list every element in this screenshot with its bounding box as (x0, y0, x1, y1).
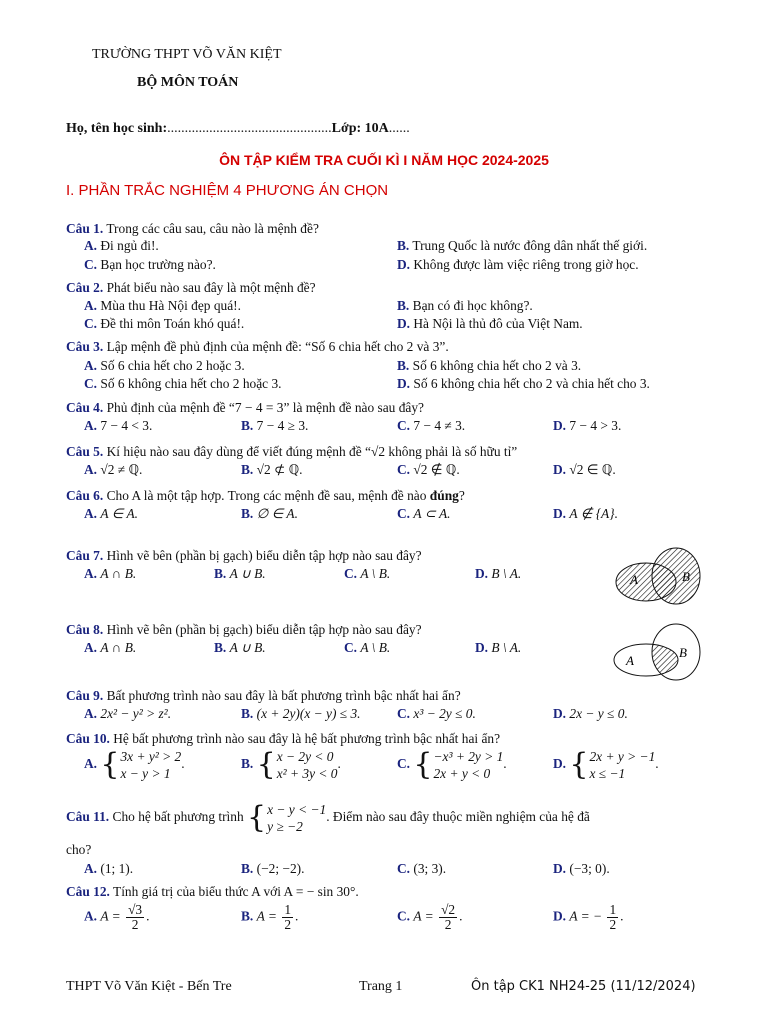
q1-option-c: C. Bạn học trường nào?. (84, 257, 216, 272)
venn-diagram-intersection (608, 622, 708, 682)
q9-option-b: B. (x + 2y)(x − y) ≤ 3. (241, 706, 361, 721)
q2-option-a: A. Mùa thu Hà Nội đẹp quá!. (84, 298, 241, 313)
q12-option-c: C. A = $\frac{√2}{2}$ . (397, 902, 463, 932)
q10-option-d: D. { 2x + y > −1 x ≤ −1 . (553, 747, 659, 782)
question-number: Câu 1. (66, 221, 104, 236)
venn-diagram-union (608, 544, 708, 612)
q4-option-d: D. 7 − 4 > 3. (553, 418, 622, 433)
question-11-stem: Câu 11. Cho hệ bất phương trình { x − y < −1 y ≥ −2 . Điểm nào sau đây thuộc miền nghiệm của hệ đã (66, 800, 590, 835)
q11-option-b: B. (−2; −2). (241, 861, 305, 876)
q2-option-c: C. Đề thi môn Toán khó quá!. (84, 316, 245, 331)
q7-option-c: C. A \ B. (344, 566, 391, 581)
q3-option-c: C. Số 6 không chia hết cho 2 hoặc 3. (84, 376, 282, 391)
question-4-stem: Câu 4. Phủ định của mệnh đề “7 − 4 = 3” là mệnh đề nào sau đây? (66, 400, 424, 415)
question-2-stem: Câu 2. Phát biểu nào sau đây là một mệnh đề? (66, 280, 316, 295)
student-info-line (66, 121, 410, 137)
q3-option-b: B. Số 6 không chia hết cho 2 và 3. (397, 358, 582, 373)
q7-option-d: D. B \ A. (475, 566, 522, 581)
question-text: Trong các câu sau, câu nào là mệnh đề? (106, 221, 319, 236)
set-b-label: B (679, 645, 687, 660)
set-b-label: B (682, 569, 690, 584)
q1-option-a: A. Đi ngủ đi!. (84, 238, 159, 253)
q7-option-a: A. A ∩ B. (84, 566, 137, 581)
q7-option-b: B. A ∪ B. (214, 566, 266, 581)
q6-option-b: B. ∅ ∈ A. (241, 506, 298, 521)
department-name: BỘ MÔN TOÁN (137, 75, 239, 90)
q10-option-b: B. { x − 2y < 0 x² + 3y < 0 . (241, 747, 341, 782)
section-heading: I. PHẦN TRẮC NGHIỆM 4 PHƯƠNG ÁN CHỌN (66, 182, 389, 199)
q5-option-c: C. √2 ∉ ℚ. (397, 462, 460, 477)
student-dots: ............................................... (167, 121, 332, 136)
q10-option-c: C. { −x³ + 2y > 1 2x + y < 0 . (397, 747, 507, 782)
q6-option-d: D. A ∉ {A}. (553, 506, 618, 521)
q8-option-a: A. A ∩ B. (84, 640, 137, 655)
q5-option-a: A. √2 ≠ ℚ. (84, 462, 143, 477)
q10-option-a: A. { 3x + y² > 2 x − y > 1 . (84, 747, 185, 782)
question-9-stem: Câu 9. Bất phương trình nào sau đây là bất phương trình bậc nhất hai ẩn? (66, 688, 461, 703)
q6-option-c: C. A ⊂ A. (397, 506, 451, 521)
q12-option-a: A. A = $\frac{√3}{2}$ . (84, 902, 150, 932)
set-a-label: A (630, 572, 638, 587)
q1-option-b: B. Trung Quốc là nước đông dân nhất thế giới. (397, 238, 648, 253)
footer-page-number: Trang 1 (359, 979, 403, 994)
q12-option-d: D. A = − $\frac{1}{2}$ . (553, 902, 624, 932)
q11-option-a: A. (1; 1). (84, 861, 134, 876)
q9-option-d: D. 2x − y ≤ 0. (553, 706, 628, 721)
q11-option-d: D. (−3; 0). (553, 861, 610, 876)
q8-option-c: C. A \ B. (344, 640, 391, 655)
question-1-stem (66, 221, 319, 237)
question-6-stem: Câu 6. Cho A là một tập hợp. Trong các mệnh đề sau, mệnh đề nào đúng? (66, 488, 465, 503)
question-11-continuation: cho? (66, 842, 92, 857)
class-dots: ...... (388, 121, 410, 136)
q5-option-b: B. √2 ⊄ ℚ. (241, 462, 303, 477)
set-b-ellipse (652, 548, 700, 604)
q3-option-a: A. Số 6 chia hết cho 2 hoặc 3. (84, 358, 245, 373)
q4-option-b: B. 7 − 4 ≥ 3. (241, 418, 309, 433)
student-label: Họ, tên học sinh: (66, 121, 168, 136)
q5-option-d: D. √2 ∈ ℚ. (553, 462, 616, 477)
set-a-label: A (626, 653, 634, 668)
q12-option-b: B. A = $\frac{1}{2}$ . (241, 902, 299, 932)
school-name: TRƯỜNG THPT VÕ VĂN KIỆT (92, 47, 282, 62)
class-label: Lớp: 10A (331, 121, 389, 136)
question-10-stem: Câu 10. Hệ bất phương trình nào sau đây là hệ bất phương trình bậc nhất hai ẩn? (66, 731, 501, 746)
footer-exam-info: Ôn tập CK1 NH24-25 (11/12/2024) (471, 979, 696, 994)
q4-option-c: C. 7 − 4 ≠ 3. (397, 418, 466, 433)
q9-option-c: C. x³ − 2y ≤ 0. (397, 706, 476, 721)
question-3-stem: Câu 3. Lập mệnh đề phủ định của mệnh đề: “Số 6 chia hết cho 2 và 3”. (66, 339, 449, 354)
q1-option-d: D. Không được làm việc riêng trong giờ học. (397, 257, 639, 272)
q8-option-b: B. A ∪ B. (214, 640, 266, 655)
question-7-stem: Câu 7. Hình vẽ bên (phần bị gạch) biểu diễn tập hợp nào sau đây? (66, 548, 422, 563)
q2-option-d: D. Hà Nội là thủ đô của Việt Nam. (397, 316, 583, 331)
footer-school: THPT Võ Văn Kiệt - Bến Tre (66, 979, 232, 994)
q8-option-d: D. B \ A. (475, 640, 522, 655)
q2-option-b: B. Bạn có đi học không?. (397, 298, 533, 313)
page-title: ÔN TẬP KIỂM TRA CUỐI KÌ I NĂM HỌC 2024-2025 (219, 152, 549, 168)
q11-option-c: C. (3; 3). (397, 861, 447, 876)
question-8-stem: Câu 8. Hình vẽ bên (phần bị gạch) biểu diễn tập hợp nào sau đây? (66, 622, 422, 637)
question-5-stem: Câu 5. Kí hiệu nào sau đây dùng để viết đúng mệnh đề “√2 không phải là số hữu tỉ” (66, 444, 518, 459)
q3-option-d: D. Số 6 không chia hết cho 2 và chia hết cho 3. (397, 376, 650, 391)
question-12-stem: Câu 12. Tính giá trị của biểu thức A với A = − sin 30°. (66, 884, 359, 899)
q9-option-a: A. 2x² − y² > z². (84, 706, 172, 721)
q4-option-a: A. 7 − 4 < 3. (84, 418, 153, 433)
q6-option-a: A. A ∈ A. (84, 506, 138, 521)
